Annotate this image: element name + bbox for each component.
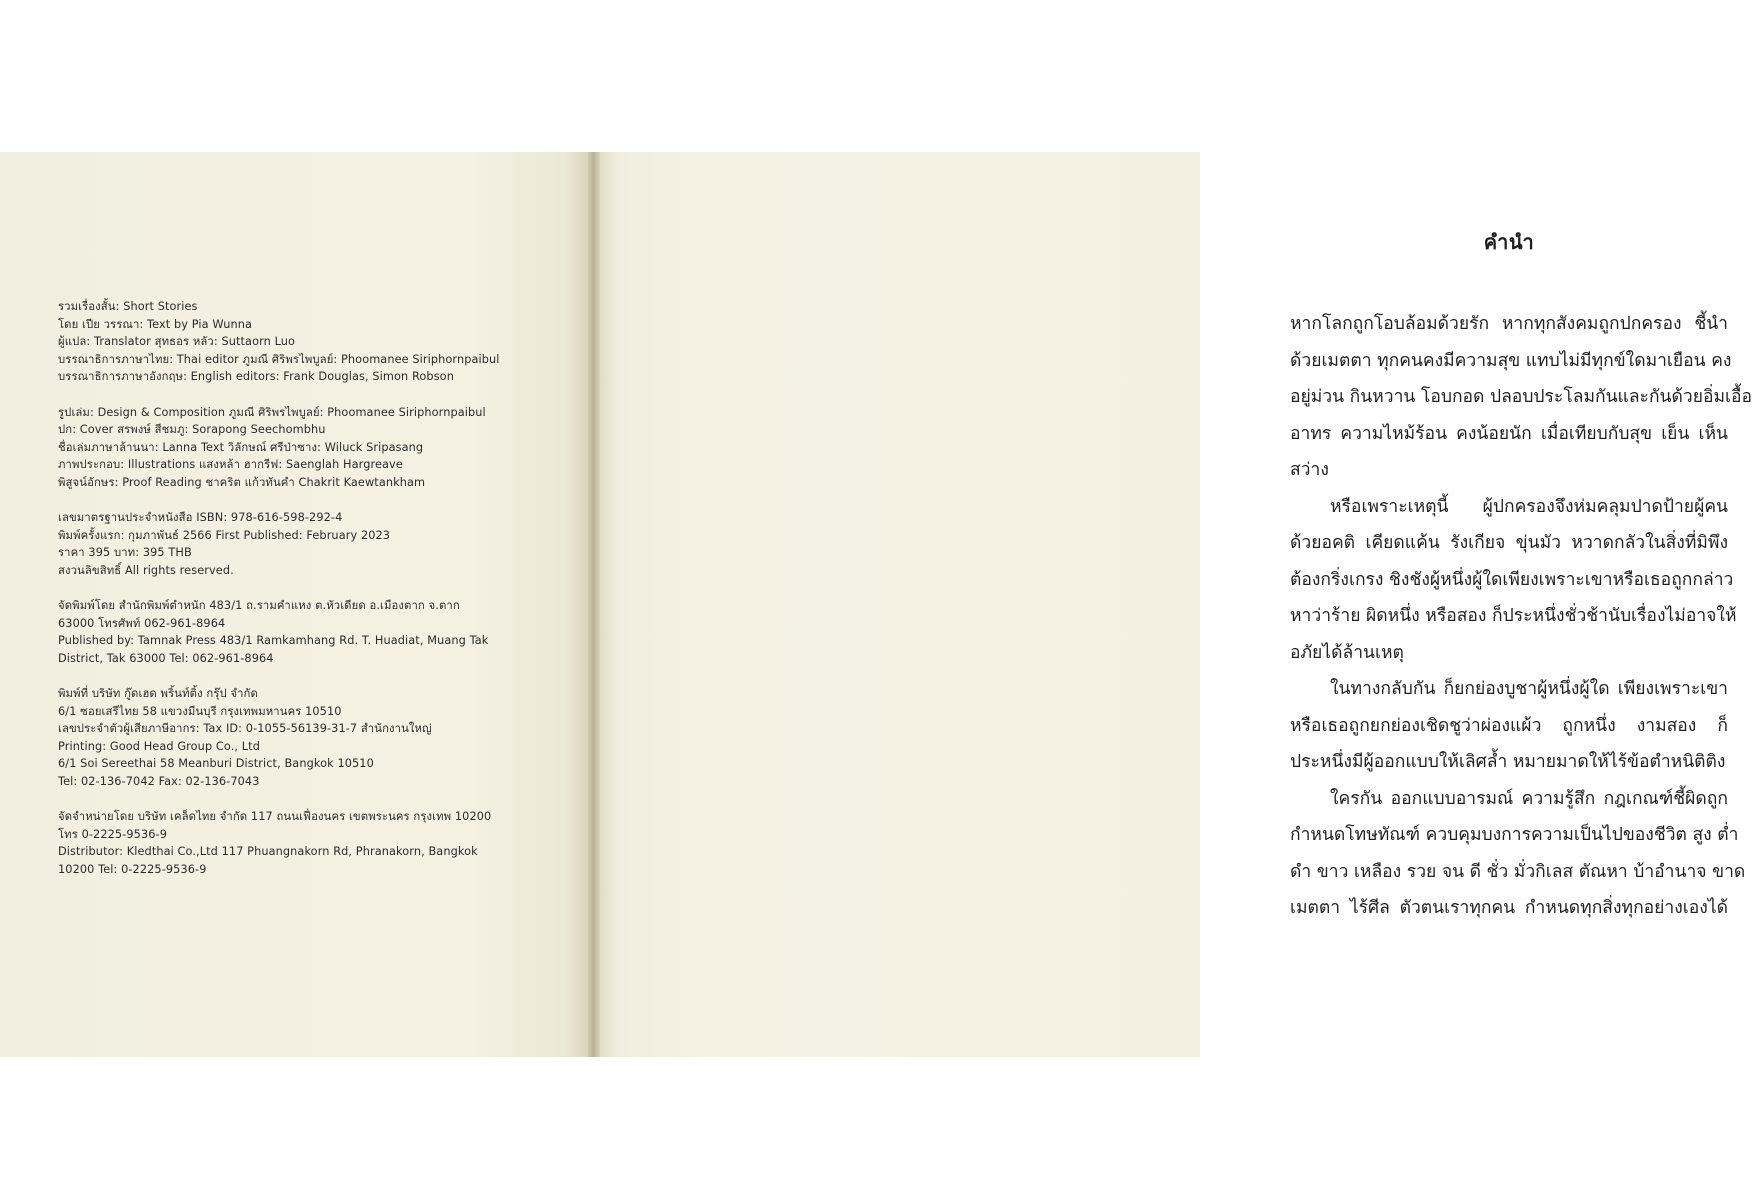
preface-paragraph — [1290, 489, 1737, 672]
colophon-line: Tel: 02-136-7042 Fax: 02-136-7043 — [58, 775, 260, 789]
colophon-line: พิมพ์ครั้งแรก: กุมภาพันธ์ 2566 First Published: February 2023 — [58, 528, 391, 542]
colophon-line: 6/1 Soi Sereethai 58 Meanburi District, Bangkok 10510 — [58, 757, 374, 771]
colophon-line: เลขมาตรฐานประจำหนังสือ ISBN: 978-616-598-292-4 — [58, 511, 343, 525]
publisher-group — [58, 597, 578, 667]
preface-line: หากโลกถูกโอบล้อมด้วยรัก หากทุกสังคมถูกปกครอง ชี้นำ — [1290, 314, 1728, 334]
right-page-preface — [600, 152, 1752, 1057]
colophon-line: โทร 0-2225-9536-9 — [58, 827, 167, 841]
colophon-line: รวมเรื่องสั้น: Short Stories — [58, 300, 198, 313]
book-gutter — [588, 152, 600, 1057]
preface-block — [1290, 226, 1752, 927]
colophon-block — [58, 298, 578, 896]
preface-line: ใครกัน ออกแบบอารมณ์ ความรู้สึก กฎเกณฑ์ชี้ผิดถูก — [1330, 788, 1728, 809]
preface-paragraph — [1290, 306, 1752, 489]
left-page-colophon — [0, 152, 588, 1057]
preface-line: หาว่าร้าย ผิดหนึ่ง หรือสอง ก็ประหนึ่งชั่วช้านับเรื่องไม่อาจให้ — [1290, 606, 1737, 626]
preface-line: เมตตา ไร้ศีล ตัวตนเราทุกคน กำหนดทุกสิ่งทุกอย่างเองได้ — [1290, 898, 1728, 918]
colophon-line: 63000 โทรศัพท์ 062-961-8964 — [58, 616, 226, 630]
colophon-line: ชื่อเล่มภาษาล้านนา: Lanna Text วิลักษณ์ ศรีป่าซาง: Wiluck Sripasang — [58, 440, 424, 454]
preface-line: ดำ ขาว เหลือง รวย จน ดี ชั่ว มั่วกิเลส ตัณหา บ้าอำนาจ ขาด — [1290, 861, 1746, 882]
colophon-line: Printing: Good Head Group Co., Ltd — [58, 739, 260, 753]
preface-line: อยู่ม่วน กินหวาน โอบกอด ปลอบประโลมกันและกันด้วยอิ่มเอื้อ — [1290, 387, 1752, 407]
colophon-line: จัดพิมพ์โดย สำนักพิมพ์ตำหนัก 483/1 ถ.รามคำแหง ต.หัวเดียด อ.เมืองตาก จ.ตาก — [58, 599, 460, 613]
colophon-line: 10200 Tel: 0-2225-9536-9 — [58, 863, 207, 876]
preface-title: คำนำ — [1483, 230, 1535, 254]
distributor-group — [58, 808, 578, 878]
colophon-line: Published by: Tamnak Press 483/1 Ramkamhang Rd. T. Huadiat, Muang Tak — [58, 634, 489, 648]
colophon-line: สงวนลิขสิทธิ์ All rights reserved. — [58, 563, 234, 577]
preface-paragraph — [1290, 671, 1728, 781]
preface-line: อาทร ความไหม้ร้อน คงน้อยนัก เมื่อเทียบกับสุข เย็น เห็น — [1290, 423, 1728, 444]
printer-group — [58, 685, 578, 791]
colophon-line: จัดจำหน่ายโดย บริษัท เคล็ดไทย จำกัด 117 ถนนเฟื่องนคร เขตพระนคร กรุงเทพ 10200 — [58, 810, 492, 824]
isbn-group — [58, 509, 578, 579]
credits-group — [58, 298, 578, 386]
preface-line: กำหนดโทษทัณฑ์ ควบคุมบงการความเป็นไปของชีวิต สูง ต่ำ — [1290, 825, 1739, 845]
design-credits-group — [58, 404, 578, 492]
colophon-line: รูปเล่ม: Design & Composition ภูมณี ศิริพรไพบูลย์: Phoomanee Siriphornpaibul — [58, 405, 486, 419]
colophon-line: ภาพประกอบ: Illustrations แสงหล้า ฮากรีฟ: Saenglah Hargreave — [58, 458, 403, 472]
colophon-line: โดย เปีย วรรณา: Text by Pia Wunna — [58, 317, 253, 331]
colophon-line: เลขประจำตัวผู้เสียภาษีอากร: Tax ID: 0-1055-56139-31-7 สำนักงานใหญ่ — [58, 722, 432, 736]
preface-line: อภัยได้ล้านเหตุ — [1290, 642, 1404, 663]
colophon-line: ราคา 395 บาท: 395 THB — [58, 546, 192, 560]
colophon-line: พิมพ์ที่ บริษัท กู๊ดเฮด พริ้นท์ติ้ง กรุ๊ป จำกัด — [58, 687, 258, 701]
colophon-line: 6/1 ซอยเสรีไทย 58 แขวงมีนบุรี กรุงเทพมหานคร 10510 — [58, 704, 342, 718]
colophon-line: ปก: Cover สรพงษ์ สีชมภู: Sorapong Seechombhu — [58, 423, 326, 437]
colophon-line: พิสูจน์อักษร: Proof Reading ชาคริต แก้วทันคำ Chakrit Kaewtankham — [58, 475, 426, 489]
book-spread — [0, 152, 1752, 1057]
preface-line: ด้วยเมตตา ทุกคนคงมีความสุข แทบไม่มีทุกข์ใดมาเยือน คง — [1290, 350, 1732, 371]
colophon-line: บรรณาธิการภาษาไทย: Thai editor ภูมณี ศิริพรไพบูลย์: Phoomanee Siriphornpaibul — [58, 352, 500, 366]
colophon-line: ผู้แปล: Translator สุทธอร หลัว: Suttaorn Luo — [58, 335, 296, 349]
colophon-line: District, Tak 63000 Tel: 062-961-8964 — [58, 651, 274, 665]
preface-line: ประหนึ่งมีผู้ออกแบบให้เลิศล้ำ หมายมาดให้ไร้ข้อตำหนิติติง — [1290, 752, 1726, 772]
preface-line: ในทางกลับกัน ก็ยกย่องบูชาผู้หนึ่งผู้ใด เพียงเพราะเขา — [1330, 679, 1728, 699]
preface-line: หรือเธอถูกยกย่องเชิดชูว่าผ่องแผ้ว ถูกหนึ่ง งามสอง ก็ — [1290, 715, 1728, 736]
preface-line: ด้วยอคติ เคียดแค้น รังเกียจ ขุ่นมัว หวาดกลัวในสิ่งที่มิพึง — [1290, 533, 1728, 553]
preface-paragraph — [1290, 781, 1746, 927]
preface-line: หรือเพราะเหตุนี้ ผู้ปกครองจึงห่มคลุมปาดป้ายผู้คน — [1330, 496, 1728, 517]
preface-line: สว่าง — [1290, 460, 1329, 480]
colophon-line: Distributor: Kledthai Co.,Ltd 117 Phuangnakorn Rd, Phranakorn, Bangkok — [58, 845, 478, 859]
colophon-line: บรรณาธิการภาษาอังกฤษ: English editors: Frank Douglas, Simon Robson — [58, 370, 454, 384]
preface-line: ต้องกริ่งเกรง ชิงชังผู้หนึ่งผู้ใดเพียงเพราะเขาหรือเธอถูกกล่าว — [1290, 569, 1734, 590]
